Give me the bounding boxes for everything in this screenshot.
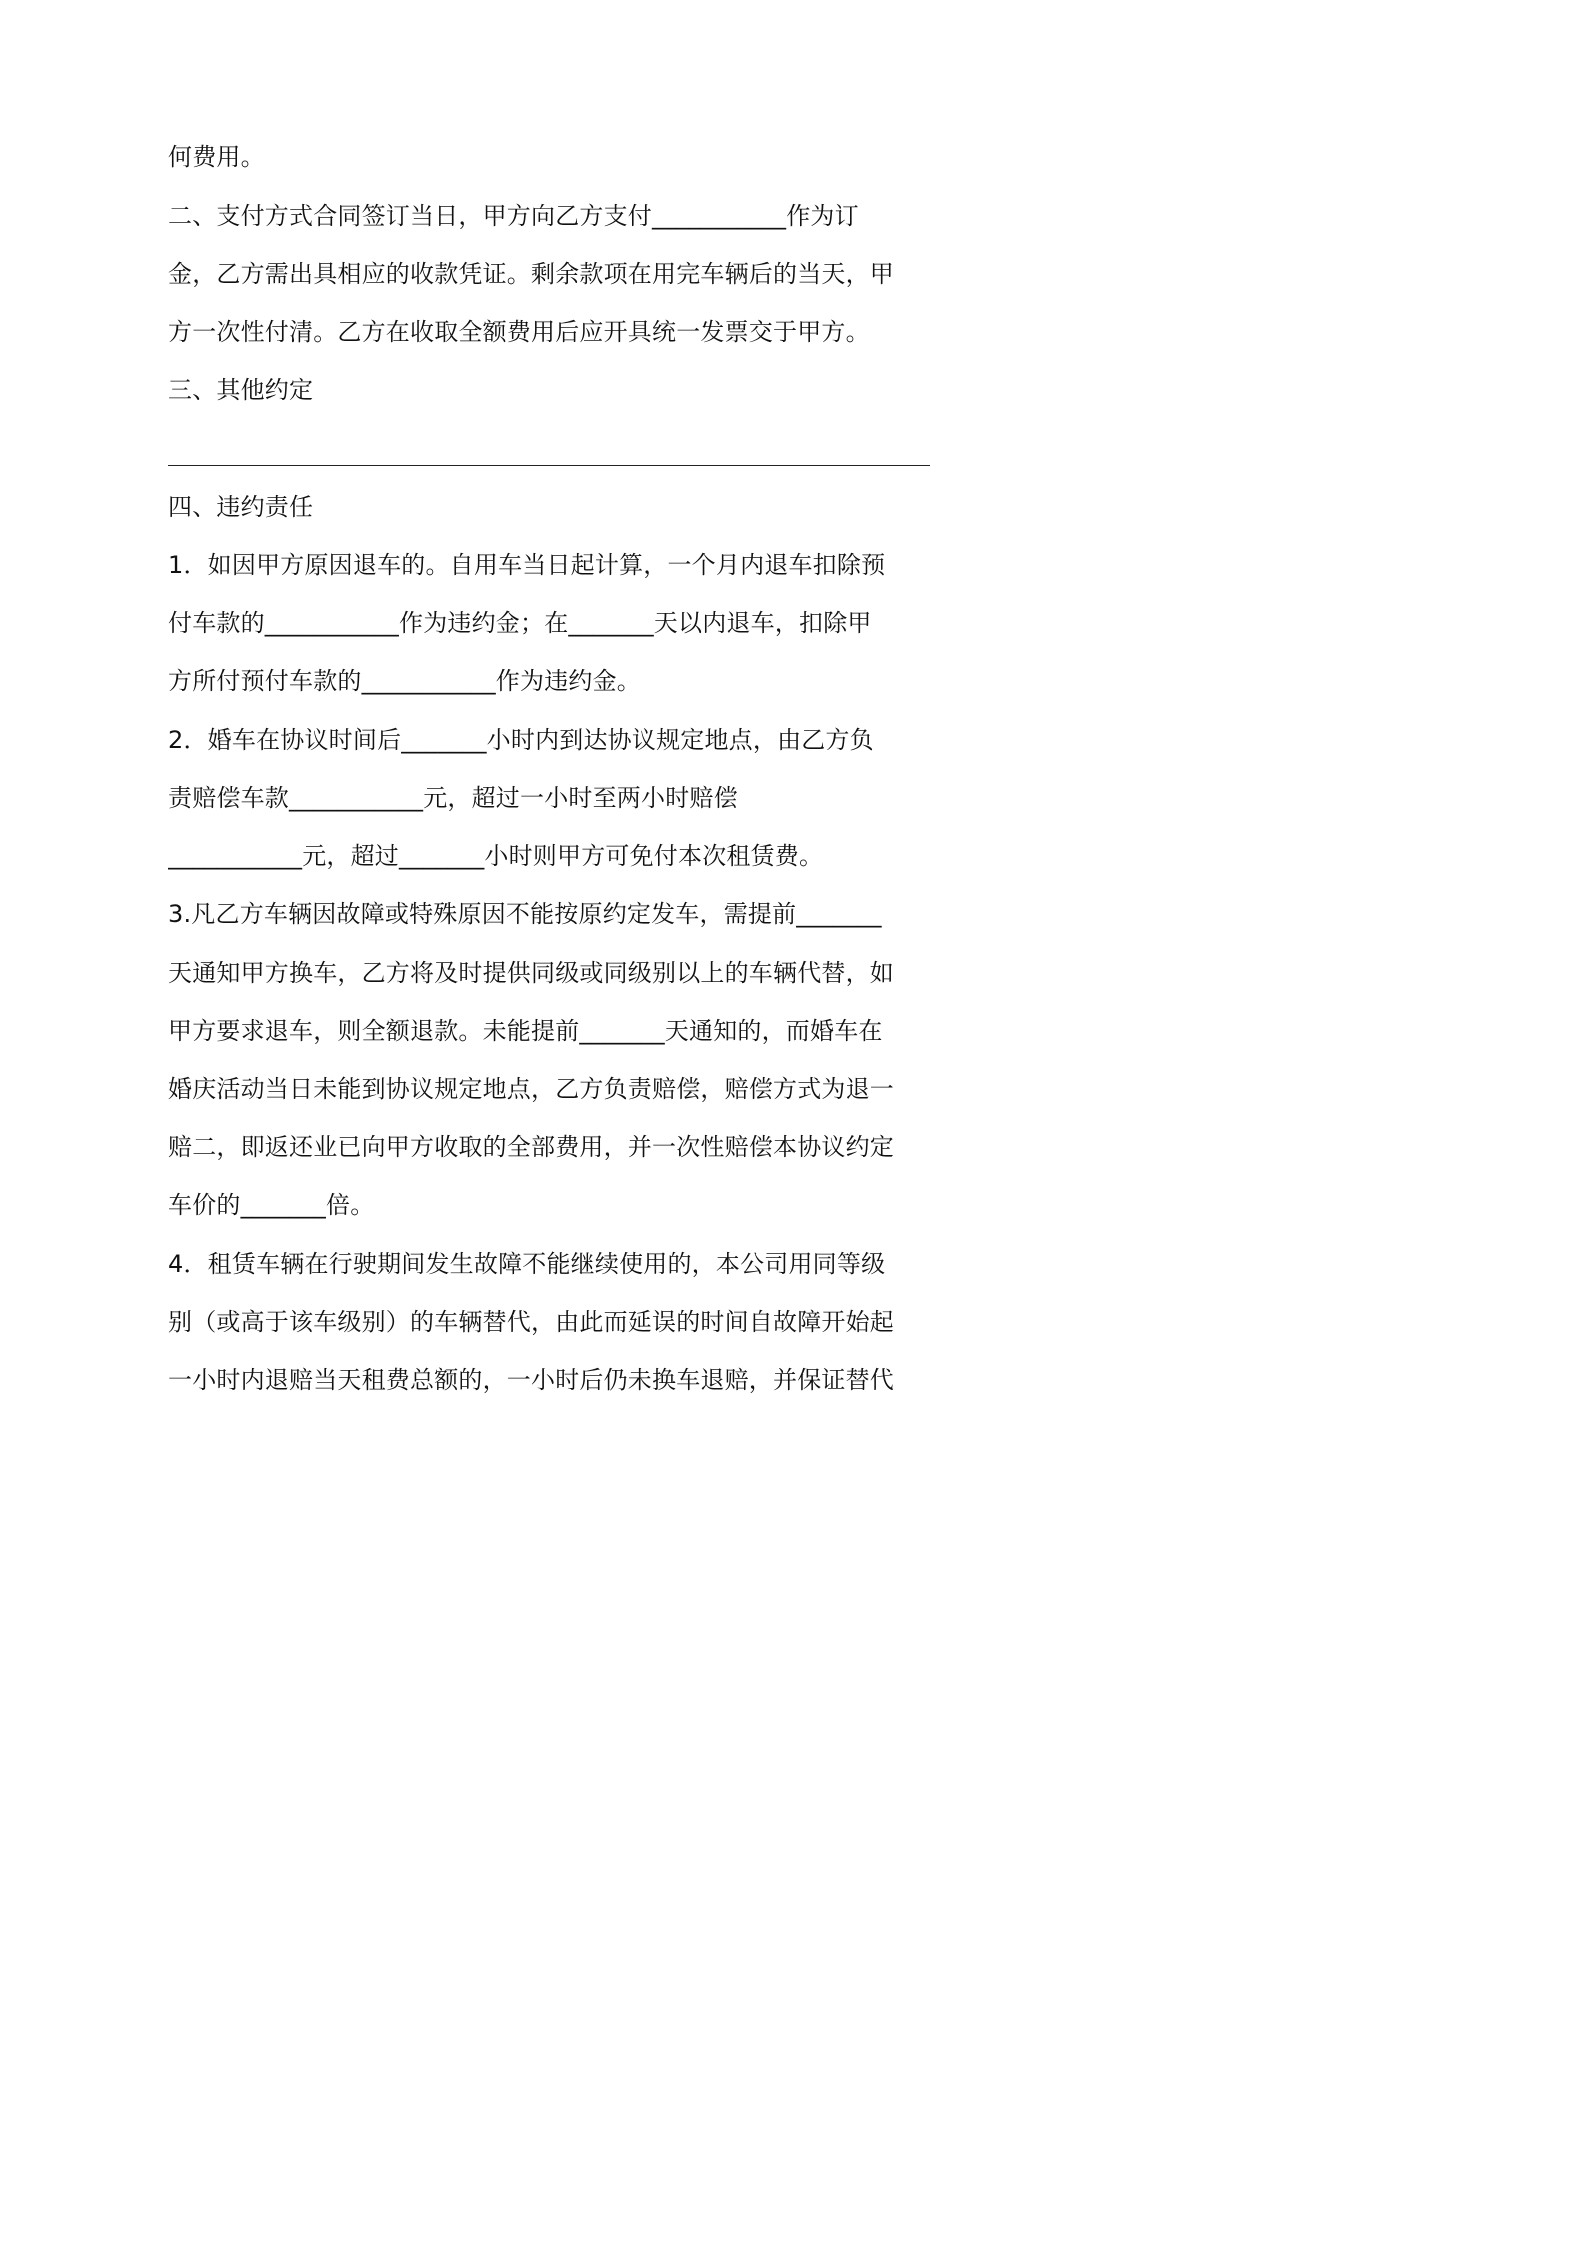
text-line: 金，乙方需出具相应的收款凭证。剩余款项在用完车辆后的当天，甲 [168, 260, 894, 288]
text-line: 2．婚车在协议时间后_______小时内到达协议规定地点，由乙方负 [168, 726, 874, 754]
text-line: ___________元，超过_______小时则甲方可免付本次租赁费。 [168, 842, 824, 870]
text-line: 何费用。 [168, 143, 265, 171]
text-line: 二、支付方式合同签订当日，甲方向乙方支付___________作为订 [168, 202, 859, 230]
text-line: 1．如因甲方原因退车的。自用车当日起计算，一个月内退车扣除预 [168, 551, 886, 579]
section-heading: 四、违约责任 [168, 493, 314, 521]
text-line: 方一次性付清。乙方在收取全额费用后应开具统一发票交于甲方。 [168, 318, 870, 346]
text-line: 婚庆活动当日未能到协议规定地点，乙方负责赔偿，赔偿方式为退一 [168, 1075, 894, 1103]
text-line: 甲方要求退车，则全额退款。未能提前_______天通知的，而婚车在 [168, 1017, 883, 1045]
text-line: 方所付预付车款的___________作为违约金。 [168, 667, 641, 695]
text-line: 责赔偿车款___________元，超过一小时至两小时赔偿 [168, 784, 738, 812]
text-line: 3.凡乙方车辆因故障或特殊原因不能按原约定发车，需提前_______ [168, 900, 882, 928]
section-heading: 三、其他约定 [168, 376, 314, 404]
blank-fill-line [168, 465, 930, 466]
document-page [0, 0, 1100, 1556]
text-line: 一小时内退赔当天租费总额的，一小时后仍未换车退赔，并保证替代 [168, 1366, 894, 1394]
text-line: 付车款的___________作为违约金；在_______天以内退车，扣除甲 [168, 609, 872, 637]
text-line: 别（或高于该车级别）的车辆替代，由此而延误的时间自故障开始起 [168, 1308, 894, 1336]
text-line: 车价的_______倍。 [168, 1191, 375, 1219]
text-line: 天通知甲方换车，乙方将及时提供同级或同级别以上的车辆代替，如 [168, 959, 894, 987]
text-line: 4．租赁车辆在行驶期间发生故障不能继续使用的，本公司用同等级 [168, 1250, 886, 1278]
text-line: 赔二，即返还业已向甲方收取的全部费用，并一次性赔偿本协议约定 [168, 1133, 894, 1161]
